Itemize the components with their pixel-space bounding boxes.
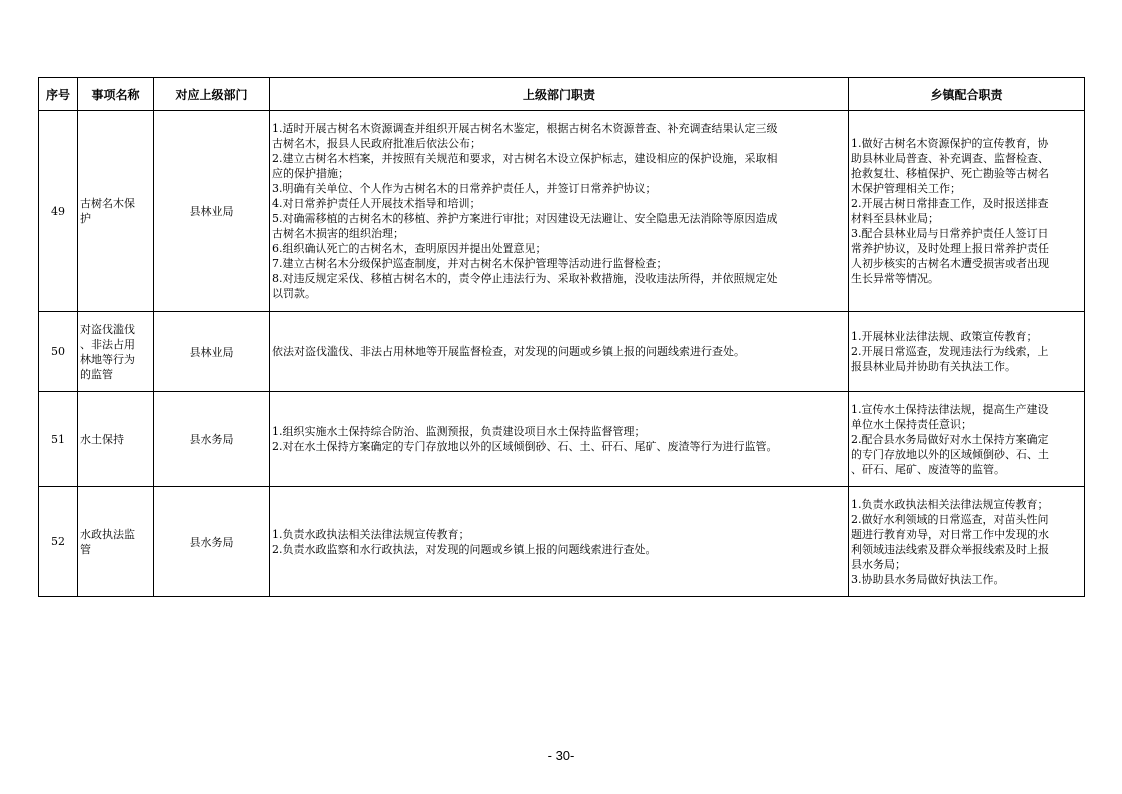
town-duty-line: 1.开展林业法律法规、政策宣传教育； (851, 330, 1038, 343)
upper-duty-line: 以罚款。 (272, 287, 316, 300)
upper-duty-line: 1.组织实施水土保持综合防治、监测预报，负责建设项目水土保持监督管理； (272, 425, 646, 438)
town-duty-line: 2.配合县水务局做好对水土保持方案确定 (851, 432, 1049, 446)
cell-no: 51 (39, 392, 78, 487)
cell-upper-duties (270, 111, 849, 312)
upper-duty-line: 2.对在水土保持方案确定的专门存放地以外的区域倾倒砂、石、土、矸石、尾矿、废渣等行为进行监管。 (272, 440, 778, 453)
cell-upper-dept: 县林业局 (154, 312, 270, 392)
upper-duty-line: 应的保护措施； (272, 167, 349, 180)
town-duty-line: 3.协助县水务局做好执法工作。 (851, 572, 1005, 586)
cell-upper-dept: 县水务局 (154, 487, 270, 597)
upper-duty-line: 2.建立古树名木档案，并按照有关规范和要求，对古树名木设立保护标志，建设相应的保护设施，采取相 (272, 152, 778, 165)
cell-item-name (78, 392, 154, 487)
header-town-duties: 乡镇配合职责 (849, 78, 1085, 111)
header-upper-dept: 对应上级部门 (154, 78, 270, 111)
header-upper-duties: 上级部门职责 (270, 78, 849, 111)
town-duty-line: 材料至县林业局； (851, 212, 939, 225)
page-number: - 30- (547, 748, 575, 763)
town-duty-line: 1.宣传水土保持法律法规，提高生产建设 (851, 402, 1049, 416)
cell-upper-duties (270, 392, 849, 487)
upper-duty-line: 依法对盗伐滥伐、非法占用林地等开展监督检查，对发现的问题或乡镇上报的问题线索进行查处。 (272, 345, 745, 358)
town-duty-line: 利领域违法线索及群众举报线索及时上报 (851, 542, 1049, 556)
upper-duty-line: 古树名木损害的组织治理； (272, 227, 404, 240)
town-duty-line: 3.配合县林业局与日常养护责任人签订日 (851, 227, 1049, 240)
town-duty-line: 1.做好古树名木资源保护的宣传教育，协 (851, 137, 1049, 150)
table-header-row (39, 78, 1085, 111)
item-name-line: 水土保持 (80, 432, 124, 446)
town-duty-line: 单位水土保持责任意识； (851, 417, 972, 431)
cell-town-duties (849, 111, 1085, 312)
upper-duty-line: 古树名木，报县人民政府批准后依法公布； (272, 137, 481, 150)
responsibility-table (38, 77, 1085, 597)
item-name-line: 水政执法监 (80, 527, 135, 541)
cell-upper-duties (270, 487, 849, 597)
table-row (39, 312, 1085, 392)
upper-duty-line: 3.明确有关单位、个人作为古树名木的日常养护责任人，并签订日常养护协议； (272, 182, 657, 195)
upper-duty-line: 1.适时开展古树名木资源调查并组织开展古树名木鉴定，根据古树名木资源普查、补充调查结果认定三级 (272, 122, 778, 135)
cell-no: 49 (39, 111, 78, 312)
town-duty-line: 的专门存放地以外的区域倾倒砂、石、土 (851, 447, 1049, 461)
cell-no: 50 (39, 312, 78, 392)
header-no: 序号 (39, 78, 78, 111)
town-duty-line: 、矸石、尾矿、废渣等的监管。 (851, 462, 1005, 476)
upper-duty-line: 2.负责水政监察和水行政执法，对发现的问题或乡镇上报的问题线索进行查处。 (272, 542, 657, 556)
town-duty-line: 常养护协议，及时处理上报日常养护责任 (851, 242, 1049, 255)
town-duty-line: 人初步核实的古树名木遭受损害或者出现 (851, 257, 1049, 270)
table-row (39, 111, 1085, 312)
cell-upper-duties (270, 312, 849, 392)
town-duty-line: 助县林业局普查、补充调查、监督检查、 (851, 152, 1049, 165)
upper-duty-line: 6.组织确认死亡的古树名木，查明原因并提出处置意见； (272, 242, 547, 255)
item-name-line: 的监管 (80, 367, 113, 381)
upper-duty-line: 4.对日常养护责任人开展技术指导和培训； (272, 197, 481, 210)
town-duty-line: 2.做好水利领域的日常巡查，对苗头性问 (851, 512, 1049, 526)
town-duty-line: 题进行教育劝导，对日常工作中发现的水 (851, 527, 1049, 541)
upper-duty-line: 1.负责水政执法相关法律法规宣传教育； (272, 527, 470, 541)
item-name-line: 护 (80, 212, 91, 225)
town-duty-line: 生长异常等情况。 (851, 272, 939, 285)
upper-duty-line: 5.对确需移植的古树名木的移植、养护方案进行审批；对因建设无法避让、安全隐患无法消除等原因造成 (272, 212, 778, 225)
cell-no: 52 (39, 487, 78, 597)
cell-item-name (78, 111, 154, 312)
item-name-line: 、非法占用 (80, 337, 135, 351)
town-duty-line: 木保护管理相关工作； (851, 182, 961, 195)
cell-town-duties (849, 392, 1085, 487)
town-duty-line: 2.开展日常巡查，发现违法行为线索，上 (851, 345, 1049, 358)
cell-upper-dept: 县水务局 (154, 392, 270, 487)
item-name-line: 古树名木保 (80, 197, 135, 210)
cell-town-duties (849, 487, 1085, 597)
cell-item-name (78, 312, 154, 392)
upper-duty-line: 7.建立古树名木分级保护巡查制度，并对古树名木保护管理等活动进行监督检查； (272, 257, 668, 270)
cell-upper-dept: 县林业局 (154, 111, 270, 312)
item-name-line: 林地等行为 (80, 352, 135, 366)
town-duty-line: 1.负责水政执法相关法律法规宣传教育； (851, 497, 1049, 511)
header-item-name: 事项名称 (78, 78, 154, 111)
upper-duty-line: 8.对违反规定采伐、移植古树名木的，责令停止违法行为、采取补救措施，没收违法所得，并依照规定处 (272, 272, 778, 285)
town-duty-line: 县水务局； (851, 557, 906, 571)
cell-town-duties (849, 312, 1085, 392)
cell-item-name (78, 487, 154, 597)
item-name-line: 管 (80, 542, 91, 556)
town-duty-line: 2.开展古树日常排查工作，及时报送排查 (851, 197, 1049, 210)
table-row (39, 487, 1085, 597)
town-duty-line: 报县林业局并协助有关执法工作。 (851, 360, 1016, 373)
item-name-line: 对盗伐滥伐 (80, 322, 135, 336)
table-row (39, 392, 1085, 487)
town-duty-line: 抢救复壮、移植保护、死亡勘验等古树名 (851, 167, 1049, 180)
